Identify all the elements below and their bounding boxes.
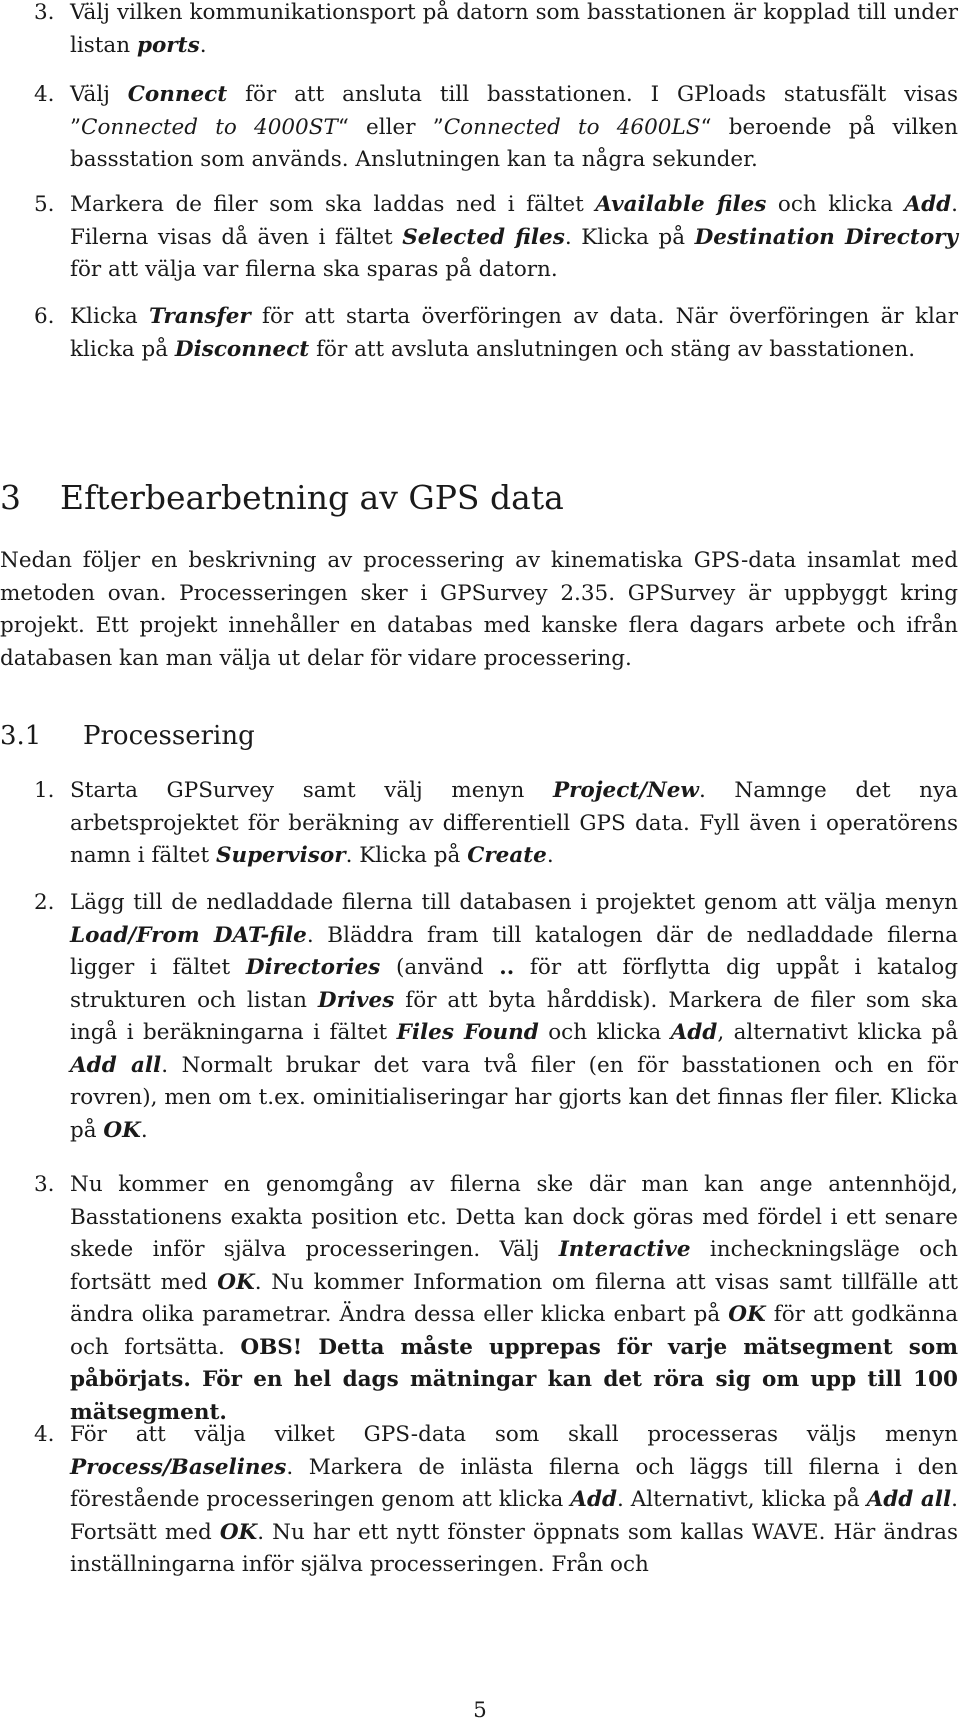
section-heading [0,478,564,518]
list-item-number: 3. [34,1172,55,1197]
emphasized-text: Selected files [402,224,565,250]
text-run: “ beroende på vilken bassstation som används. Anslutningen kan ta några sekunder. [70,114,958,172]
text-run: Lägg till de nedladdade filerna till databasen i projektet genom att välja menyn [70,890,958,915]
section-title: Efterbearbetning av GPS data [60,478,564,517]
list-item [0,887,960,1169]
list-item-text [70,189,958,287]
list-item [0,775,960,887]
list-item [0,79,960,189]
list-item [0,189,960,301]
list-item-text [70,301,958,366]
text-run: . Nu har ett nytt fönster öppnats som kallas WAVE. Här ändras inställningarna inför själva processeringen. Från och [70,1519,958,1577]
text-run: . Klicka på [345,843,468,868]
list-item-number: 3. [34,0,55,25]
emphasized-text: .. [499,955,515,980]
list-item-number: 4. [34,1422,55,1447]
emphasized-text: Load/From DAT-file [70,922,307,948]
text-run: Nu kommer en genomgång av filerna ske där man kan ange antennhöjd, Basstationens exakta position etc. Detta kan dock göras med fördel i ett senare skede inför själva processeringen. Välj [70,1172,958,1262]
text-run: . Nu kommer Information om filerna att visas samt tillfälle att ändra olika parametrar. Ändra dessa eller klicka enbart på [70,1269,958,1327]
text-run: . Alternativt, klicka på [617,1487,867,1512]
list-item-number: 5. [34,192,55,217]
emphasized-text: Create [467,843,547,868]
list-item-text [70,775,958,873]
emphasized-text: OK [728,1302,766,1327]
text-run: För att välja vilket GPS-data som skall processeras väljs menyn [70,1422,958,1447]
emphasized-text: Connect [127,82,228,107]
text-run: och klicka [538,1020,671,1045]
text-run: Starta GPSurvey samt välj menyn [70,778,553,803]
emphasized-text: ports [136,32,200,58]
text-run: . Klicka på [564,224,695,250]
text-run: för att välja var filerna ska sparas på datorn. [70,257,558,282]
text-run: för att byta hårddisk). Markera de filer som ska ingå i beräkningarna i fältet [70,987,959,1045]
emphasized-text: Directories [245,955,381,980]
text-run: . [546,843,554,868]
emphasized-text: OK [219,1519,258,1545]
emphasized-text: Available files [595,192,767,217]
text-run: (använd [380,955,500,980]
emphasized-text: Connected to 4600LS [443,114,701,140]
list-item [0,0,960,79]
subsection-heading [0,720,255,752]
emphasized-text: Add [570,1487,618,1512]
emphasized-text: OK [217,1269,255,1295]
list-item-number: 4. [34,82,55,107]
text-run: Markera de filer som ska laddas ned i fältet [70,192,596,217]
emphasized-text: Files Found [396,1020,539,1045]
text-run: . [199,32,207,58]
subsection-number: 3.1 [0,721,42,751]
text-run: för att avsluta anslutningen och stäng av basstationen. [309,336,916,362]
emphasized-text: Process/Baselines [70,1454,287,1480]
list-item-number: 6. [34,304,55,329]
section-paragraph: Nedan följer en beskrivning av processering av kinematiska GPS-data insamlat med metoden ovan. Processeringen sker i GPSurvey 2.35. GPSurvey är uppbyggt kring projekt. Ett projekt innehåller en databas med kanske flera dagars arbete och ifrån databasen kan man välja ut delar för vidare processering. [0,548,958,671]
instruction-list-top [0,0,960,401]
list-item-number: 2. [34,890,55,915]
text-run: Välj vilken kommunikationsport på datorn som basstationen är kopplad till under listan [70,0,958,58]
text-run: för att förflytta dig uppåt i katalog strukturen och listan [70,955,958,1013]
text-run: . [140,1117,148,1143]
emphasized-text: Add [670,1020,718,1045]
emphasized-text: Add all [866,1487,952,1512]
section-number: 3 [0,478,21,517]
text-run: “ eller ” [337,114,444,140]
text-run: incheckningsläge och fortsätt med [70,1237,959,1295]
emphasized-text: Drives [317,987,395,1013]
emphasized-text: Disconnect [174,336,310,362]
list-item-text [70,79,958,177]
list-item [0,1419,960,1577]
list-item-text [70,1419,958,1582]
text-run: . Markera de inlästa filerna och läggs till filerna i den förestående processeringen genom att klicka [70,1454,958,1512]
emphasized-text: OK [103,1117,141,1143]
subsection-title: Processering [83,721,255,751]
page-number: 5 [473,1698,487,1723]
text-run: . Normalt brukar det vara två filer (en för basstationen och en för rovren), men om t.ex. ominitialiseringar har gjorts kan det finnas fler filer. Klicka på [70,1052,959,1143]
text-run: Välj [70,82,128,107]
text-run: . Fortsätt med [70,1487,958,1545]
text-run: , alternativt klicka på [717,1020,959,1045]
text-run: . Namnge det nya arbetsprojektet för beräkning av differentiell GPS data. Fyll även i operatörens namn i fältet [70,778,958,868]
text-run: . Bläddra fram till katalogen där de nedladdade filerna ligger i fältet [70,922,958,980]
emphasized-text: Connected to 4000ST [81,114,338,140]
list-item-text [70,0,958,62]
emphasized-text: Project/New [552,778,699,803]
text-run: och klicka [766,192,905,217]
list-item-text [70,887,958,1147]
list-item-text [70,1169,958,1429]
emphasized-text: OBS! Detta måste upprepas för varje mätsegment som påbörjats. För en hel dags mätningar kan det röra sig om upp till 100 mätsegment. [70,1334,958,1425]
text-run: . Filerna visas då även i fältet [70,192,958,250]
list-item-number: 1. [34,778,55,803]
emphasized-text: Supervisor [215,843,346,868]
emphasized-text: Transfer [149,304,251,329]
text-run: för att ansluta till basstationen. I GPloads statusfält visas ” [70,82,959,140]
instruction-list-bottom [0,775,960,1577]
emphasized-text: Interactive [558,1237,691,1262]
emphasized-text: Add all [70,1052,162,1078]
text-run: för att godkänna och fortsätta. [70,1302,959,1360]
list-item [0,1169,960,1425]
text-run: Klicka [70,304,150,329]
text-run: för att starta överföringen av data. När överföringen är klar klicka på [70,304,958,362]
emphasized-text: Destination Directory [694,224,958,250]
emphasized-text: Add [904,192,952,217]
list-item [0,301,960,401]
